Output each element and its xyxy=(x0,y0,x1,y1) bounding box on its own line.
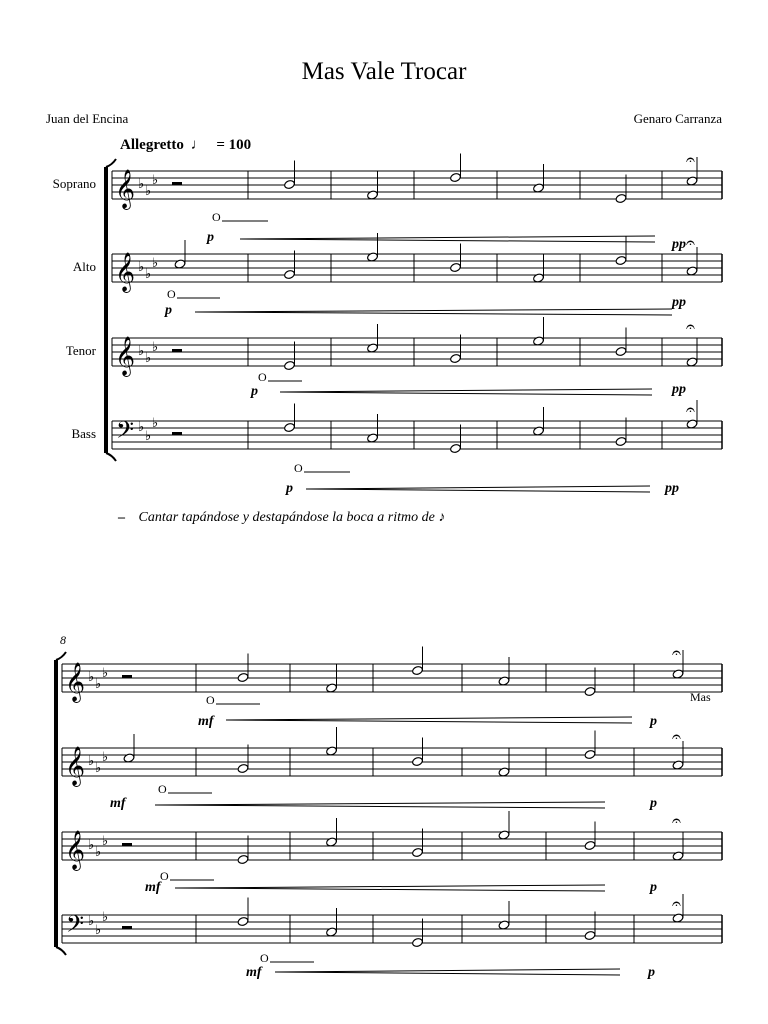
composer-credit: Genaro Carranza xyxy=(633,111,722,126)
dynamic-mf: mf xyxy=(246,965,262,980)
fermata-icon: 𝄐 xyxy=(686,319,695,336)
flat-icon: ♭ xyxy=(138,343,145,358)
flat-icon: ♭ xyxy=(138,259,145,274)
dynamic-p: p xyxy=(650,796,657,811)
flat-icon: ♭ xyxy=(152,172,159,187)
treble-clef-icon: 𝄞 xyxy=(115,338,136,375)
crescendo-hairpin xyxy=(280,389,652,392)
flat-icon: ♭ xyxy=(95,922,102,937)
note-head xyxy=(412,937,424,947)
lyric-mas: Mas xyxy=(690,690,711,704)
syllable-o: O xyxy=(212,210,221,224)
note-head xyxy=(237,763,249,773)
tempo-value: = 100 xyxy=(216,137,252,153)
syllable-o: O xyxy=(294,461,303,475)
flat-icon: ♭ xyxy=(152,339,159,354)
note-head xyxy=(284,360,296,370)
note-head xyxy=(450,172,462,182)
dynamic-p: p xyxy=(286,481,293,496)
note-head xyxy=(584,930,596,940)
score-title: Mas Vale Trocar xyxy=(301,58,467,85)
flat-icon: ♭ xyxy=(102,833,109,848)
bass-clef-icon: 𝄢 xyxy=(66,912,85,943)
measure-number: 8 xyxy=(60,633,66,647)
dynamic-p: p xyxy=(650,880,657,895)
note-head xyxy=(237,854,249,864)
note-head xyxy=(412,847,424,857)
half-rest xyxy=(172,432,182,435)
syllable-o: O xyxy=(160,869,169,883)
dynamic-pp: pp xyxy=(665,481,679,496)
dynamic-mf: mf xyxy=(110,796,126,811)
half-rest xyxy=(172,182,182,185)
crescendo-hairpin xyxy=(280,392,652,395)
poet-credit: Juan del Encina xyxy=(46,111,129,126)
note-head xyxy=(450,443,462,453)
crescendo-hairpin xyxy=(275,969,620,972)
crescendo-hairpin xyxy=(226,720,632,723)
system-bracket-top xyxy=(56,652,66,660)
note-head xyxy=(584,840,596,850)
note-head xyxy=(284,269,296,279)
dynamic-p: p xyxy=(207,230,214,245)
fermata-icon: 𝄐 xyxy=(686,235,695,252)
treble-clef-icon: 𝄞 xyxy=(115,254,136,291)
dynamic-pp: pp xyxy=(672,237,686,252)
eighth-note-icon: ♪ xyxy=(438,510,446,525)
instrument-label: Alto xyxy=(72,259,96,274)
note-head xyxy=(615,255,627,265)
treble-clef-icon: 𝄞 xyxy=(65,748,86,785)
dynamic-p: p xyxy=(165,303,172,318)
instrument-label: Bass xyxy=(71,426,96,441)
crescendo-hairpin xyxy=(275,972,620,975)
half-rest xyxy=(172,349,182,352)
flat-icon: ♭ xyxy=(88,753,95,768)
crescendo-hairpin xyxy=(240,236,655,239)
dynamic-mf: mf xyxy=(198,714,214,729)
crescendo-hairpin xyxy=(175,888,605,891)
crescendo-hairpin xyxy=(306,486,650,489)
note-head xyxy=(450,262,462,272)
syllable-o: O xyxy=(167,287,176,301)
crescendo-hairpin xyxy=(155,805,605,808)
dynamic-p: p xyxy=(251,384,258,399)
note-head xyxy=(615,193,627,203)
treble-clef-icon: 𝄞 xyxy=(65,832,86,869)
note-head xyxy=(284,422,296,432)
flat-icon: ♭ xyxy=(138,419,145,434)
flat-icon: ♭ xyxy=(95,844,102,859)
syllable-o: O xyxy=(260,951,269,965)
system-bracket-top xyxy=(106,159,116,167)
flat-icon: ♭ xyxy=(102,909,109,924)
flat-icon: ♭ xyxy=(145,428,152,443)
flat-icon: ♭ xyxy=(88,669,95,684)
instrument-label: Soprano xyxy=(52,176,96,191)
fermata-icon: 𝄐 xyxy=(686,152,695,169)
fermata-icon: 𝄐 xyxy=(672,645,681,662)
flat-icon: ♭ xyxy=(152,415,159,430)
flat-icon: ♭ xyxy=(145,266,152,281)
dynamic-p: p xyxy=(650,714,657,729)
system-bracket-bottom xyxy=(56,947,66,955)
note-head xyxy=(284,179,296,189)
syllable-o: O xyxy=(158,782,167,796)
syllable-o: O xyxy=(258,370,267,384)
tempo-label: Allegretto xyxy=(120,137,184,153)
note-head xyxy=(615,436,627,446)
dynamic-pp: pp xyxy=(672,382,686,397)
quarter-note-icon: ♩ xyxy=(190,137,206,153)
flat-icon: ♭ xyxy=(145,183,152,198)
fermata-icon: 𝄐 xyxy=(672,729,681,746)
fermata-icon: 𝄐 xyxy=(672,813,681,830)
treble-clef-icon: 𝄞 xyxy=(115,171,136,208)
note-head xyxy=(412,665,424,675)
note-head xyxy=(584,749,596,759)
dynamic-p: p xyxy=(648,965,655,980)
flat-icon: ♭ xyxy=(95,676,102,691)
flat-icon: ♭ xyxy=(152,255,159,270)
footnote-symbol: – xyxy=(118,510,125,525)
system-bracket-bottom xyxy=(106,453,116,461)
dynamic-pp: pp xyxy=(672,295,686,310)
crescendo-hairpin xyxy=(226,717,632,720)
syllable-o: O xyxy=(206,693,215,707)
flat-icon: ♭ xyxy=(138,176,145,191)
crescendo-hairpin xyxy=(155,802,605,805)
note-head xyxy=(237,672,249,682)
half-rest xyxy=(122,675,132,678)
flat-icon: ♭ xyxy=(88,837,95,852)
flat-icon: ♭ xyxy=(102,749,109,764)
fermata-icon: 𝄐 xyxy=(672,896,681,913)
bass-clef-icon: 𝄢 xyxy=(116,418,135,449)
crescendo-hairpin xyxy=(195,309,672,312)
dynamic-mf: mf xyxy=(145,880,161,895)
half-rest xyxy=(122,926,132,929)
note-head xyxy=(584,686,596,696)
note-head xyxy=(615,346,627,356)
crescendo-hairpin xyxy=(240,239,655,242)
note-head xyxy=(450,353,462,363)
crescendo-hairpin xyxy=(195,312,672,315)
note-head xyxy=(412,756,424,766)
instrument-label: Tenor xyxy=(65,343,96,358)
flat-icon: ♭ xyxy=(95,760,102,775)
crescendo-hairpin xyxy=(175,885,605,888)
crescendo-hairpin xyxy=(306,489,650,492)
half-rest xyxy=(122,843,132,846)
flat-icon: ♭ xyxy=(102,665,109,680)
footnote-text: Cantar tapándose y destapándose la boca a ritmo de xyxy=(138,510,435,525)
flat-icon: ♭ xyxy=(88,913,95,928)
treble-clef-icon: 𝄞 xyxy=(65,664,86,701)
note-head xyxy=(237,916,249,926)
fermata-icon: 𝄐 xyxy=(686,402,695,419)
flat-icon: ♭ xyxy=(145,350,152,365)
